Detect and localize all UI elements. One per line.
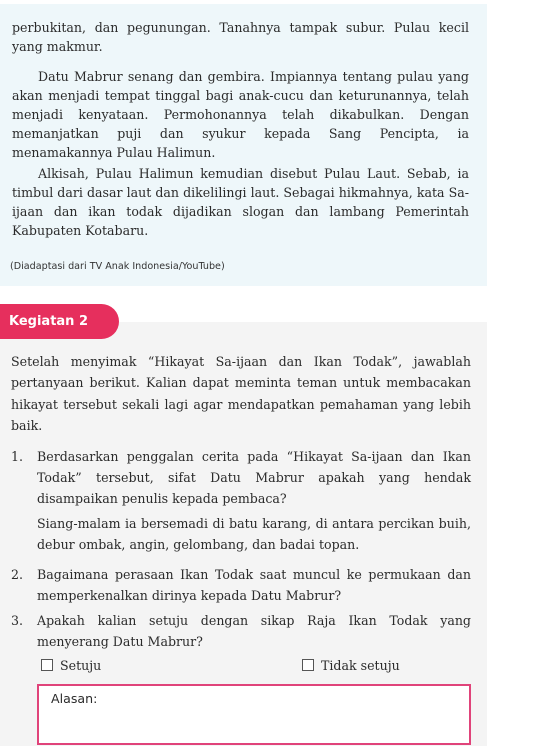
activity-tab: Kegiatan 2 [0,304,119,339]
question-number: 3. [11,613,24,628]
story-paragraph-1: perbukitan, dan pegunungan. Tanahnya tampak subur. Pulau kecil yang makmur. [12,20,469,54]
question-text: Bagaimana perasaan Ikan Todak saat muncul ke permukaan dan memperkenalkan dirinya kepada Datu Mabrur? [37,567,471,603]
option-disagree[interactable] [302,657,400,675]
question-text: Berdasarkan penggalan cerita pada “Hikayat Sa-ijaan dan Ikan Todak” tersebut, sifat Datu Mabrur apakah yang hendak disampaikan penulis kepada pembaca? [37,449,471,506]
question-3 [11,610,471,652]
disagree-checkbox[interactable] [302,659,314,671]
option-agree-label: Setuju [60,658,102,673]
story-paragraph-3: Alkisah, Pulau Halimun kemudian disebut Pulau Laut. Sebab, ia timbul dari dasar laut dan dikelilingi laut. Sebagai hikmahnya, kata Sa-ijaan dan ikan todak dijadikan slogan dan lambang Pemerintah Kabupaten Kotabaru. [12,166,469,238]
question-2 [11,564,471,606]
story-paragraph-2: Datu Mabrur senang dan gembira. Impiannya tentang pulau yang akan menjadi tempat tinggal bagi anak-cucu dan keturunannya, telah menjadi kenyataan. Permohonannya telah dikabulkan. Dengan memanjatkan puji dan syukur kepada Sang Pencipta, ia menamakannya Pulau Halimun. [12,69,469,160]
source-citation: (Diadaptasi dari TV Anak Indonesia/YouTube) [10,261,225,272]
option-agree[interactable] [41,657,101,675]
story-excerpt-box [0,4,487,286]
question-number: 2. [11,567,24,582]
agree-checkbox[interactable] [41,659,53,671]
reason-label: Alasan: [51,691,98,706]
reason-answer-box[interactable] [37,684,471,745]
option-disagree-label: Tidak setuju [321,658,400,673]
question-1 [11,446,471,509]
story-quote: Siang-malam ia bersemadi di batu karang, di antara percikan buih, debur ombak, angin, gelombang, dan badai topan. [37,516,471,552]
question-text: Apakah kalian setuju dengan sikap Raja Ikan Todak yang menyerang Datu Mabrur? [37,613,471,649]
activity-intro: Setelah menyimak “Hikayat Sa-ijaan dan Ikan Todak”, jawablah pertanyaan berikut. Kalian dapat meminta teman untuk membacakan hikayat tersebut sekali lagi agar mendapatkan pemahaman yang lebih baik. [11,354,471,433]
question-number: 1. [11,449,24,464]
